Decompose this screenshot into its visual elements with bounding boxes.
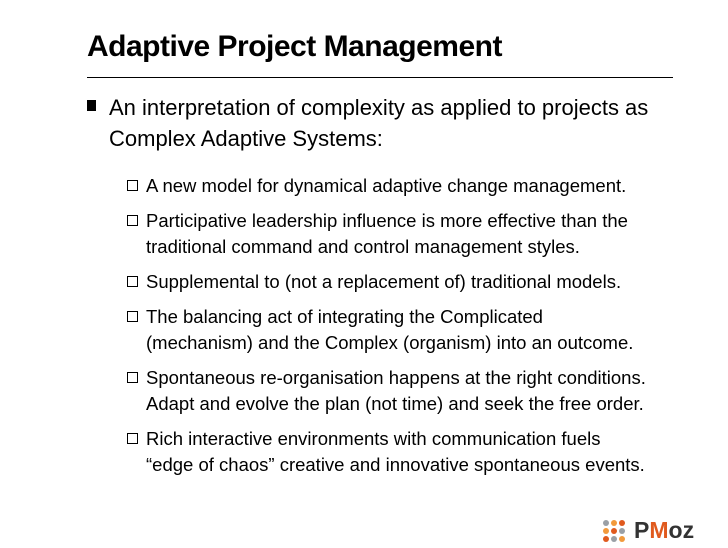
hollow-square-bullet-icon	[127, 311, 138, 322]
sub-bullet-line: Participative leadership influence is more effective than the	[146, 210, 628, 231]
sub-bullet-item	[127, 269, 707, 295]
logo-wordmark-prefix: P	[634, 517, 650, 543]
hollow-square-bullet-icon	[127, 433, 138, 444]
sub-bullet-text	[146, 304, 707, 356]
sub-bullet-text	[146, 173, 707, 199]
main-bullet-text	[109, 92, 687, 154]
sub-bullet-line: Supplemental to (not a replacement of) traditional models.	[146, 271, 622, 292]
sub-bullet-text	[146, 208, 707, 260]
sub-bullet-text	[146, 269, 707, 295]
logo-wordmark-accent: M	[649, 517, 669, 543]
hollow-square-bullet-icon	[127, 215, 138, 226]
logo-wordmark	[634, 517, 694, 543]
sub-bullet-line: Rich interactive environments with communication fuels	[146, 428, 601, 449]
main-bullet	[87, 92, 687, 154]
slide-title: Adaptive Project Management	[87, 30, 502, 63]
sub-bullet-item	[127, 173, 707, 199]
square-bullet-icon	[87, 100, 96, 111]
sub-bullet-item	[127, 304, 707, 356]
hollow-square-bullet-icon	[127, 372, 138, 383]
main-bullet-line: Complex Adaptive Systems:	[109, 126, 383, 151]
hollow-square-bullet-icon	[127, 180, 138, 191]
sub-bullet-item	[127, 208, 707, 260]
sub-bullet-line: “edge of chaos” creative and innovative spontaneous events.	[146, 454, 645, 475]
sub-bullet-line: Spontaneous re-organisation happens at the right conditions.	[146, 367, 646, 388]
sub-bullet-list	[127, 173, 707, 487]
sub-bullet-line: (mechanism) and the Complex (organism) into an outcome.	[146, 332, 634, 353]
pmoz-logo	[600, 517, 720, 543]
logo-wordmark-suffix: oz	[668, 517, 695, 543]
sub-bullet-item	[127, 426, 707, 478]
sub-bullet-text	[146, 365, 707, 417]
sub-bullet-line: Adapt and evolve the plan (not time) and seek the free order.	[146, 393, 644, 414]
sub-bullet-line: A new model for dynamical adaptive change management.	[146, 175, 627, 196]
sub-bullet-line: traditional command and control management styles.	[146, 236, 580, 257]
title-divider	[87, 77, 673, 78]
sub-bullet-item	[127, 365, 707, 417]
hollow-square-bullet-icon	[127, 276, 138, 287]
sub-bullet-line: The balancing act of integrating the Complicated	[146, 306, 543, 327]
dot-grid-logo-icon	[600, 517, 634, 543]
sub-bullet-text	[146, 426, 707, 478]
main-bullet-line: An interpretation of complexity as applied to projects as	[109, 95, 649, 120]
